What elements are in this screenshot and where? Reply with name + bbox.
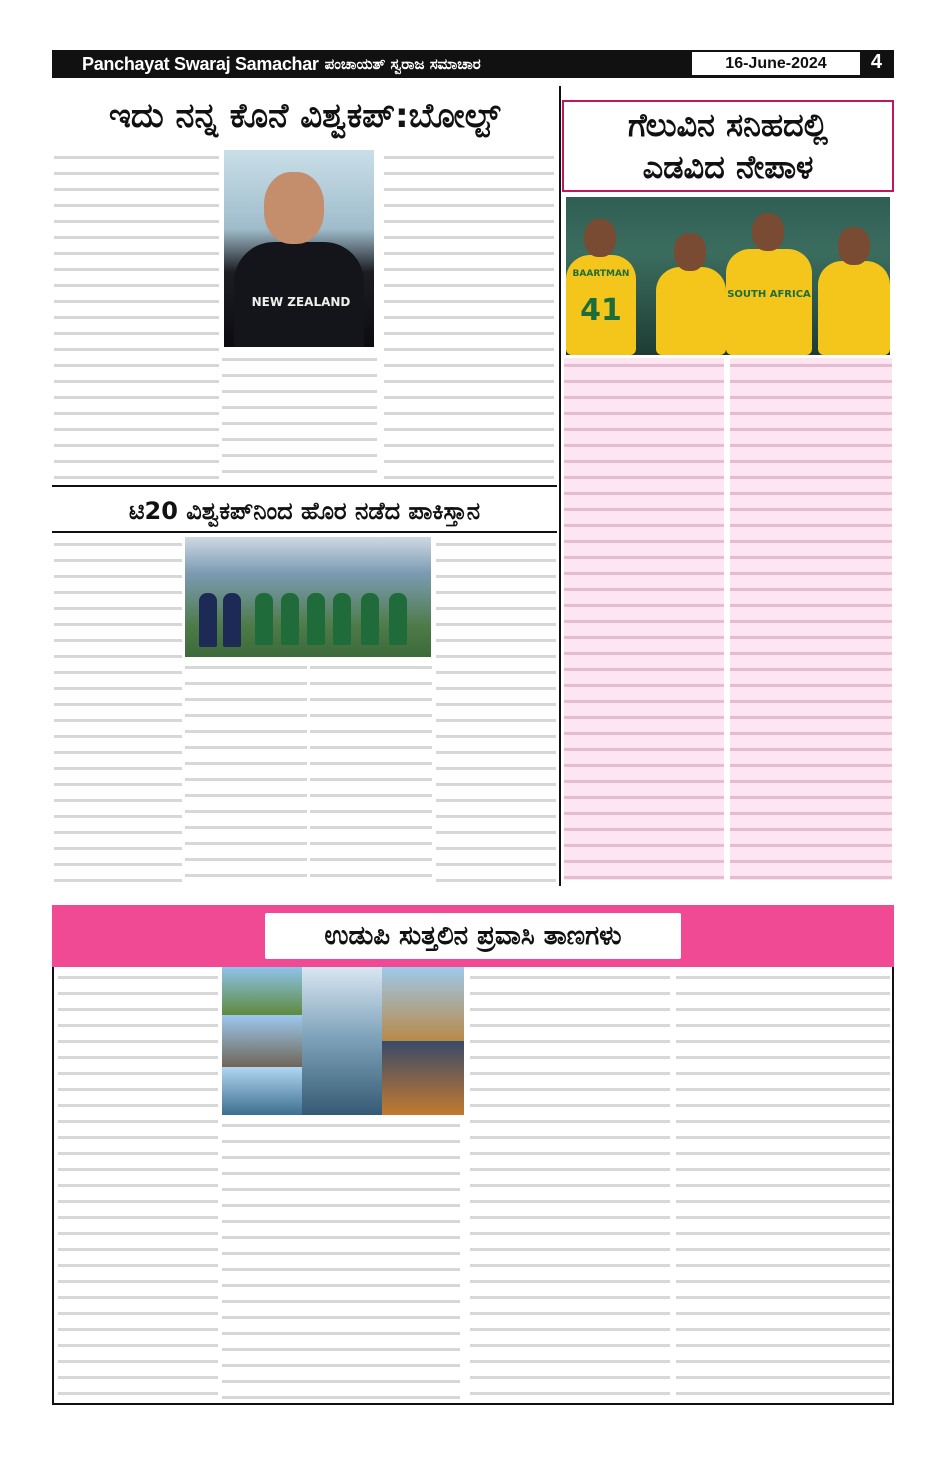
udupi-photo-collage (222, 967, 464, 1115)
nepal-headline-line2: ಎಡವಿದ ನೇಪಾಳ (642, 148, 814, 186)
masthead-title-en: Panchayat Swaraj Samachar (82, 53, 319, 74)
nepal-headline-box (562, 100, 894, 192)
udupi-column-3 (470, 970, 670, 1400)
udupi-section-banner (52, 905, 894, 967)
boult-photo (224, 150, 374, 347)
udupi-column-1 (58, 970, 218, 1400)
nepal-column-2 (730, 358, 892, 880)
sa-player-number: 41 (580, 293, 622, 328)
udupi-column-4 (676, 970, 890, 1400)
boult-column-3 (384, 150, 554, 480)
pakistan-column-4 (436, 537, 556, 882)
page-number: 4 (870, 51, 882, 73)
udupi-section-title: ಉಡುಪಿ ಸುತ್ತಲಿನ ಪ್ರವಾಸಿ ತಾಣಗಳು (324, 920, 622, 951)
sa-jersey-text: SOUTH AFRICA (727, 289, 811, 300)
pakistan-column-1 (54, 537, 182, 882)
south-africa-team-photo (566, 197, 890, 355)
udupi-column-2 (222, 1118, 460, 1400)
boult-jersey-text: NEW ZEALAND (251, 295, 351, 309)
masthead (52, 50, 894, 78)
pakistan-team-photo (185, 537, 431, 657)
boult-column-1 (54, 150, 219, 480)
sa-player-name: BAARTMAN (572, 269, 630, 279)
pakistan-column-2 (185, 660, 307, 882)
issue-date: 16-June-2024 (692, 52, 860, 75)
pakistan-headline: ಟಿ20 ವಿಶ್ವಕಪ್‌ನಿಂದ ಹೊರ ನಡೆದ ಪಾಕಿಸ್ತಾನ (52, 485, 557, 533)
boult-headline: ಇದು ನನ್ನ ಕೊನೆ ವಿಶ್ವಕಪ್:ಬೋಲ್ಟ್ (108, 96, 501, 136)
nepal-column-1 (564, 358, 724, 880)
masthead-title-kn: ಪಂಚಾಯತ್ ಸ್ವರಾಜ ಸಮಾಚಾರ (324, 55, 481, 73)
boult-column-2 (222, 352, 377, 480)
pakistan-column-3 (310, 660, 432, 882)
nepal-headline-line1: ಗೆಲುವಿನ ಸನಿಹದಲ್ಲಿ (628, 106, 828, 144)
column-rule (559, 86, 561, 886)
